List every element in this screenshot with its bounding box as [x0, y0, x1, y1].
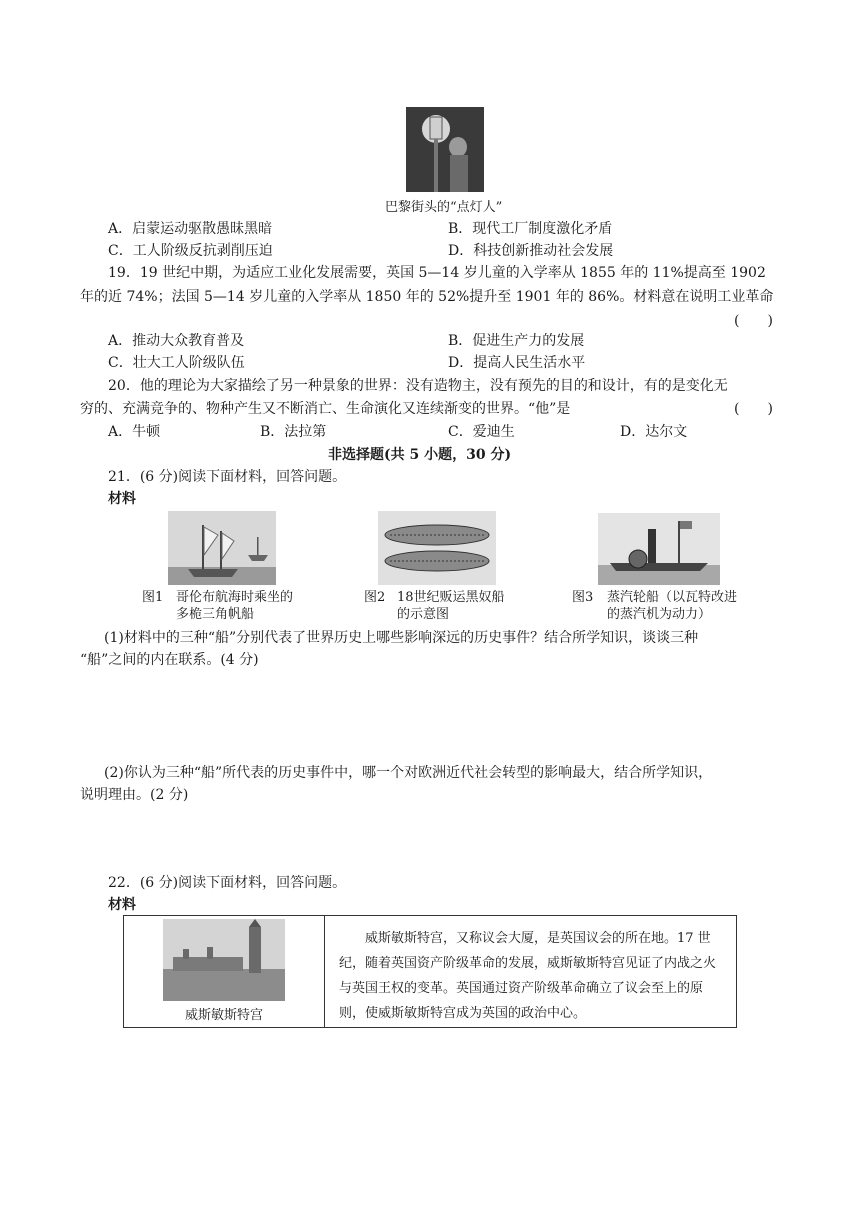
- q18-option-d: D．科技创新推动社会发展: [448, 243, 614, 259]
- q19-stem-line1: 19．19 世纪中期，为适应工业化发展需要，英国 5—14 岁儿童的入学率从 1855 年的 11%提高至 1902: [108, 265, 766, 281]
- q20-stem-line1: 20．他的理论为大家描绘了另一种景象的世界：没有造物主，没有预先的目的和设计，有的是变化无: [108, 378, 728, 394]
- q20-answer-bracket: ( ): [734, 401, 773, 417]
- figure-3-steamship: [598, 513, 720, 585]
- figure-3-caption-line2: 的蒸汽机为动力）: [607, 607, 712, 622]
- q18-option-b: B．现代工厂制度激化矛盾: [448, 221, 613, 237]
- q20-option-d: D．达尔文: [620, 424, 688, 440]
- q19-option-c: C．壮大工人阶级队伍: [108, 355, 245, 371]
- q19-option-a: A．推动大众教育普及: [108, 333, 245, 349]
- figure-3-number: 图3: [572, 590, 594, 605]
- figure-3-caption-line1: 蒸汽轮船（以瓦特改进: [607, 590, 738, 605]
- figure-2-slave-ship-diagram: [378, 511, 496, 585]
- photo-caption: 巴黎街头的“点灯人”: [385, 200, 503, 215]
- q19-option-b: B．促进生产力的发展: [448, 333, 585, 349]
- q20-option-a: A．牛顿: [108, 424, 161, 440]
- q22-stem: 22．(6 分)阅读下面材料，回答问题。: [108, 875, 347, 891]
- westminster-photo-caption: 威斯敏斯特宫: [184, 1008, 263, 1023]
- q20-stem-line2: 穷的、充满竞争的、物种产生又不断消亡、生命演化又连续渐变的世界。“他”是: [80, 401, 571, 417]
- q18-option-a: A．启蒙运动驱散愚昧黑暗: [108, 221, 273, 237]
- figure-2-caption-line2: 的示意图: [397, 607, 450, 622]
- lamplighter-photo: [406, 107, 484, 192]
- q22-material-table: [123, 915, 737, 1028]
- q19-option-d: D．提高人民生活水平: [448, 355, 586, 371]
- q19-stem-line2: 年的近 74%；法国 5—14 岁儿童的入学率从 1850 年的 52%提升至 1901 年的 86%。材料意在说明工业革命: [80, 289, 774, 305]
- q22-material-label: 材料: [108, 897, 136, 913]
- q21-sub2-line2: 说明理由。(2 分): [80, 787, 189, 803]
- q21-sub1-line1: (1)材料中的三种“船”分别代表了世界历史上哪些影响深远的历史事件？结合所学知识，谈谈三种: [104, 630, 699, 646]
- figure-2-number: 图2: [364, 590, 386, 605]
- q22-text-cell: [325, 916, 737, 1028]
- q21-sub2-line1: (2)你认为三种“船”所代表的历史事件中，哪一个对欧洲近代社会转型的影响最大，结合所学知识，: [104, 765, 713, 781]
- q20-option-c: C．爱迪生: [448, 424, 515, 440]
- q22-photo-cell: [124, 916, 325, 1028]
- figure-2-caption-line1: 18世纪贩运黑奴船: [397, 590, 505, 605]
- q21-sub1-line2: “船”之间的内在联系。(4 分): [80, 652, 259, 668]
- q21-material-label: 材料: [108, 491, 136, 507]
- figure-1-caption-line2: 多桅三角帆船: [176, 607, 255, 622]
- figure-1-sailing-ship: [168, 511, 276, 585]
- section-title: 非选择题(共 5 小题，30 分): [328, 447, 512, 463]
- q18-option-c: C．工人阶级反抗剥削压迫: [108, 243, 273, 259]
- westminster-palace-photo: [163, 919, 285, 1001]
- q19-answer-bracket: ( ): [734, 313, 773, 329]
- figure-1-caption-line1: 哥伦布航海时乘坐的: [176, 590, 294, 605]
- q20-option-b: B．法拉第: [260, 424, 327, 440]
- figure-1-number: 图1: [142, 590, 164, 605]
- q21-stem: 21．(6 分)阅读下面材料，回答问题。: [108, 469, 347, 485]
- q22-material-text: 威斯敏斯特宫，又称议会大厦，是英国议会的所在地。17 世纪，随着英国资产阶级革命的发展，威斯敏斯特宫见证了内战之火与英国王权的变革。英国通过资产阶级革命确立了议会至上的原则，使威斯敏斯特宫成为英国的政治中心。: [339, 931, 717, 1021]
